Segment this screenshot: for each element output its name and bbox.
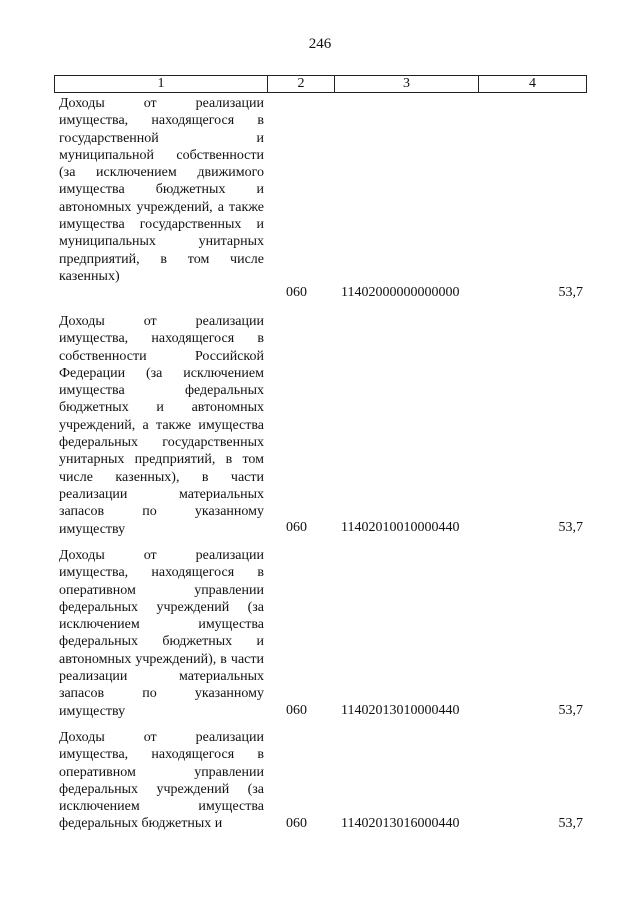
row-kbk: 11402013010000440: [341, 703, 460, 718]
row-description: Доходы от реализации имущества, находящегося в государственной и муниципальной собственности (за исключением движимого имущества бюджетных и автономных учреждений, а также имущества государственных и муниципальных унитарных предприятий, в том числе казенных): [59, 96, 264, 284]
row-amount: 53,7: [558, 285, 583, 300]
row-values: [54, 703, 587, 720]
row-description: Доходы от реализации имущества, находящегося в собственности Российской Федерации (за исключением имущества федеральных бюджетных и автономных учреждений, а также имущества федеральных государственных унитарных предприятий, в том числе казенных), в части реализации материальных запасов по указанному имуществу: [59, 314, 264, 537]
row-kbk: 11402013016000440: [341, 816, 460, 831]
header-col-1: 1: [157, 76, 165, 91]
row-values: [54, 285, 587, 302]
row-values: [54, 520, 587, 537]
row-code: 060: [286, 816, 307, 831]
row-amount: 53,7: [558, 703, 583, 718]
row-code: 060: [286, 703, 307, 718]
row-code: 060: [286, 285, 307, 300]
row-amount: 53,7: [558, 520, 583, 535]
header-col-2: 2: [267, 76, 334, 92]
header-col-4: 4: [478, 76, 586, 92]
table-header: [54, 75, 587, 93]
row-amount: 53,7: [558, 816, 583, 831]
row-description: Доходы от реализации имущества, находящегося в оперативном управлении федеральных учреждений (за исключением имущества федеральных бюджетных и автономных учреждений), в части реализации материальных запасов по указанному имуществу: [59, 548, 264, 719]
row-kbk: 11402010010000440: [341, 520, 460, 535]
row-code: 060: [286, 520, 307, 535]
row-values: [54, 816, 587, 833]
row-description: Доходы от реализации имущества, находящегося в оперативном управлении федеральных учреждений (за исключением имущества федеральных бюджетных и: [59, 730, 264, 832]
header-col-3: 3: [334, 76, 478, 92]
row-kbk: 11402000000000000: [341, 285, 460, 300]
page-number: 246: [308, 36, 332, 52]
